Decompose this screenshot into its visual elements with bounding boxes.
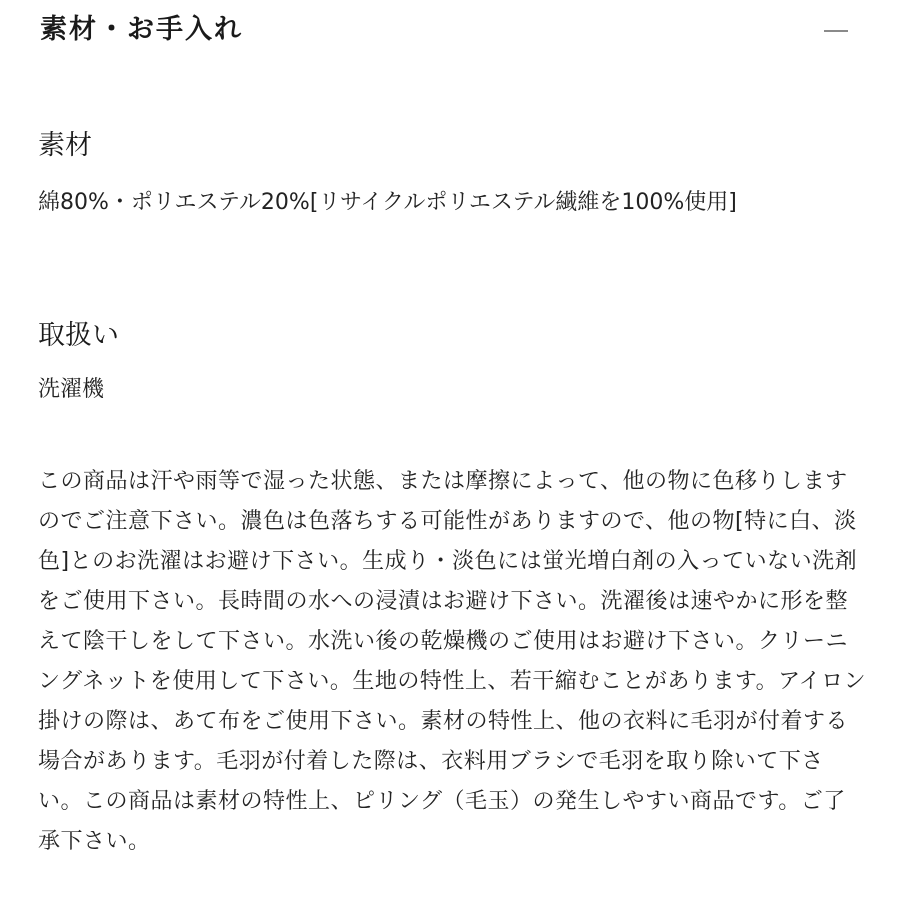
material-heading: 素材 [38,130,92,161]
care-notes: この商品は汗や雨等で湿った状態、または摩擦によって、他の物に色移りしますのでご注意下さい。濃色は色落ちする可能性がありますので、他の物[特に白、淡色]とのお洗濯はお避け下さい。生成り・淡色には蛍光増白剤の入っていない洗剤をご使用下さい。長時間の水への浸漬はお避け下さい。洗濯後は速やかに形を整えて陰干しをして下さい。水洗い後の乾燥機のご使用はお避け下さい。クリーニングネットを使用して下さい。生地の特性上、若干縮むことがあります。アイロン掛けの際は、あて布をご使用下さい。素材の特性上、他の衣料に毛羽が付着する場合があります。毛羽が付着した際は、衣料用ブラシで毛羽を取り除いて下さい。この商品は素材の特性上、ピリング（毛玉）の発生しやすい商品です。ご了承下さい。 [38,469,867,854]
material-composition: 綿80%・ポリエステル20%[リサイクルポリエステル繊維を100%使用] [38,190,737,215]
minus-icon[interactable] [824,18,850,44]
accordion-title: 素材・お手入れ [40,14,243,45]
care-heading: 取扱い [38,320,119,351]
accordion-header[interactable] [0,0,900,64]
care-method: 洗濯機 [38,377,105,402]
